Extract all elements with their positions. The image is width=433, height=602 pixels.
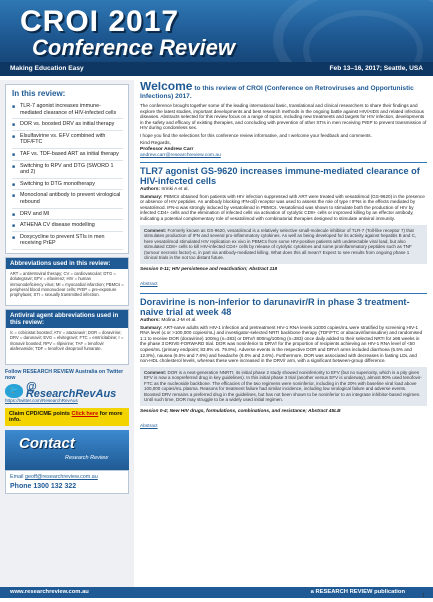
list-item[interactable]: ■ TAF vs. TDF-based ART as initial therapy xyxy=(12,149,123,161)
bullet-icon: ■ xyxy=(12,151,16,158)
intro-paragraph: The conference brought together some of the leading international basic, translational and clinical researchers to share their findings and explore the latest studies, important developments and best research methods in the ongoing battle against HIV/AIDS and related infectious diseases. Abstracts selected for this review focus on a range of topics, including new treatments and targets for HIV infection, developments in the safety and efficacy of existing therapies, and concluding with prevention of other STIs in men receiving PrEP to prevent transmission of HIV during condomless sex. xyxy=(140,103,427,131)
antiviral-abbreviations-heading: Antiviral agent abbreviations used in this review: xyxy=(6,310,128,328)
list-item[interactable]: ■ DOR vs. boosted DRV as initial therapy xyxy=(12,119,123,131)
article-1-authors xyxy=(140,187,427,192)
regards: Kind Regards, xyxy=(140,140,171,146)
list-item[interactable]: ■ Doxycycline to prevent STIs in men receiving PrEP xyxy=(12,232,123,250)
summary-label: Summary: xyxy=(140,193,163,199)
main-content xyxy=(140,82,427,587)
phone-number: Phone 1300 132 322 xyxy=(10,483,77,491)
article-1-comment xyxy=(140,225,427,264)
article-1-reference: Session 0-11; HIV persistence and reactivation; Abstract 118 xyxy=(140,266,278,272)
comment-label: Comment: xyxy=(144,369,167,375)
footer-bar xyxy=(0,587,433,598)
contact-title: Contact xyxy=(19,435,75,453)
twitter-follow xyxy=(5,369,129,404)
divider xyxy=(140,162,427,163)
publication-subtitle: Conference Review xyxy=(32,35,235,60)
summary-text: ART-naïve adults with HIV-1 infection and pretreatment HIV-1 RNA levels ≥1000 copies/mL were stratified by screening HIV-1 RNA level (≤ or >100,000 copies/mL) and investigator-selected NRTI backbone therapy (TDF/FTC or abacavir/lamivudine) and randomised 1:1 to receive DOR (doravirine) 100mg (n=383) or DRV/r 800mg/100mg (n=383) once daily added to their selected NRTI for ≥96 weeks in the phase 3 DRIVE-FORWARD trial. DOR was noninferior to DRV/r for the proportion of recipients achieving an HIV-1 RNA level of <50 copies/mL (primary endpoint; 83.8% vs. 79.9%). Adverse events in the respective DOR and DRV/r arms included diarrhoea (5.5% and 12.8%), nausea (6.5% and 7.6%) and headache (6.0% and 2.6%). Furthermore, DOR was associated with decreases in fasting LDL and non-HDL cholesterol levels, whereas these were increased in the DRV/r arm, with a significant between-group difference. xyxy=(140,324,423,364)
abbreviations-heading: Abbreviations used in this review: xyxy=(6,258,128,269)
abbreviations-text: ART = antiretroviral therapy; CV = cardiovascular; DTG = dolutegravir; EFV = efavirenz; HIV = human immunodeficiency virus; MI = myocardial infarction; PBMCs = peripheral blood mononuclear cells; PrEP = pre-exposure prophylaxis; STI = sexually transmitted infection. xyxy=(10,270,124,298)
review-topic-list xyxy=(6,101,128,253)
cpd-link[interactable]: Click here xyxy=(71,411,99,418)
comment-label: Comment: xyxy=(144,227,167,233)
twitter-link[interactable]: https://twitter.com/ResearchRevAus xyxy=(5,397,78,403)
tagline-bar xyxy=(0,62,433,76)
authors-label: Authors: xyxy=(140,317,160,323)
summary-text: PBMCs obtained from patients with HIV infection suppressed with ART were treated with vesatolimod (GS-9620) in the presence or absence of HIV peptides. An antibody blocking IFN-α/β receptor was used to assess the role of type I IFNs in the effects mediated by vesatolimod. IFN-α was strongly induced by vesatolimod in PBMCs. Vesatolimod was shown to stimulate both the production of HIV by infected CD4+ cells and the elimination of infected cells via activation of cytolytic CD8+ cells or improved killing by an effector antibody, indicating a potential complementary role of vesatolimod with combinatorial therapies designed to stimulate antiviral immunity. xyxy=(140,193,425,221)
footer-website[interactable]: www.researchreview.com.au xyxy=(10,589,89,595)
welcome-heading xyxy=(140,82,427,101)
signer-name: Professor Andrew Carr xyxy=(140,146,194,152)
publication-title: CROI 2017 xyxy=(20,5,180,38)
masthead xyxy=(0,0,433,62)
article-2-reference: Session 0-4; New HIV drugs, formulations, combinations, and resistance; Abstract 45LB xyxy=(140,408,341,414)
signature xyxy=(140,141,427,159)
twitter-bird-icon: 🐦 xyxy=(5,384,23,398)
article-1-title: TLR7 agonist GS-9620 increases immune-mediated clearance of HIV-infected cells xyxy=(140,165,420,186)
email-link[interactable]: geoff@researchreview.com.au xyxy=(24,474,98,481)
bullet-icon: ■ xyxy=(12,223,16,230)
antiviral-abbreviations-box xyxy=(5,309,129,365)
bullet-icon: ■ xyxy=(12,234,16,241)
intro-paragraph-2: I hope you find the selections for this conference review informative, and I welcome your feedback and comments. xyxy=(140,132,372,138)
bullet-icon: ■ xyxy=(12,104,16,110)
cpd-banner xyxy=(5,408,129,426)
signer-email-link[interactable]: andrew.carr@researchreview.com.au xyxy=(140,152,221,158)
bullet-icon: ■ xyxy=(12,211,16,218)
list-item[interactable]: ■ Switching to RPV and DTG (SWORD 1 and 2) xyxy=(12,161,123,179)
bullet-icon: ■ xyxy=(12,193,16,200)
list-item[interactable]: ■ ATHENA CV disease modelling xyxy=(12,220,123,232)
bullet-icon: ■ xyxy=(12,122,16,129)
bullet-icon: ■ xyxy=(12,181,16,188)
bullet-icon: ■ xyxy=(12,163,16,170)
article-2-authors xyxy=(140,318,427,323)
article-1-abstract-link[interactable]: Abstract xyxy=(140,281,158,287)
authors-label: Authors: xyxy=(140,186,160,192)
footer-publisher: a RESEARCH REVIEW publication xyxy=(310,589,405,595)
email-row xyxy=(10,474,124,480)
contact-banner xyxy=(5,430,129,470)
summary-label: Summary: xyxy=(140,324,163,330)
cpd-tail: for more info. xyxy=(9,411,123,424)
welcome-word: Welcome xyxy=(140,82,193,93)
in-this-review-heading: In this review: xyxy=(12,89,66,98)
comment-text: Formerly known as GS-9620, vesatolimod is a relatively selective small-molecule inhibitor of TLR-7 (Toll-like receptor 7) that stimulates production of IFN and several pro-inflammatory cytokines. As well as being developed for its activity against hepatitis B and C, here vesatolimod stimulated HIV replication ex vivo in PBMCs from some HIV-positive patients with undetectable viral load, but also stimulated CD8+ cells to kill HIV-infected CD4+ cells by release of cytolytic cytokines and some proinflammatory peptides such as TNF (tumour necrosis factor)-α, in part via antibody-mediated killing. What does this all mean? Expect to see results from ongoing phase 1 clinical trials in the not too distant future. xyxy=(144,227,417,261)
list-item[interactable]: ■ Switching to DTG monotherapy xyxy=(12,179,123,191)
list-item[interactable]: ■ DRV and MI xyxy=(12,209,123,221)
abbreviations-box xyxy=(5,257,129,306)
contact-info xyxy=(5,470,129,494)
in-this-review-box xyxy=(5,84,129,254)
article-2-title: Doravirine is non-inferior to darunavir/R in phase 3 treatment-naive trial at week 48 xyxy=(140,296,410,317)
email-label: Email xyxy=(10,474,24,481)
welcome-rest: to this review of CROI (Conference on Retroviruses and Opportunistic Infections) 2017. xyxy=(140,85,414,100)
cpd-text: Claim CPD/CME points xyxy=(9,411,70,418)
authors-text: Irrinki A et al. xyxy=(161,186,189,192)
twitter-handle: @ ResearchRevAus xyxy=(25,381,117,400)
list-item[interactable]: ■ TLR-7 agonist increases immune-mediated clearance of HIV-infected cells xyxy=(12,101,123,119)
tagline: Making Education Easy xyxy=(10,65,84,72)
divider xyxy=(140,293,427,294)
list-item[interactable]: ■ Elsulfavirine vs. EFV combined with TDF/FTC xyxy=(12,131,123,149)
article-2-abstract-link[interactable]: Abstract xyxy=(140,423,158,429)
comment-text: DOR is a next-generation NNRTI; its initial phase 2 study showed noninferiority to EFV (but no superiority, which is a pity given EFV is now a nonpreferred drug in key guidelines). In this initial phase 3 trial (another versus EFV is underway), almost 90% used tenofovir-FTC as the nucleoside backbone. The efficacies of the two regimens were noninferior, including in the 20% with baseline viral load above 100,000 copies/mL plasma. Reasons for treatment failure had similar incidence, including low virological failure and adverse events. Boosted DRV remains a preferred drug in the guidelines, but has not been shown to be noninferior to an integrase inhibitor-based regimen. Until such time, DOR may struggle to be a widely used initial regimen. xyxy=(144,369,422,403)
conference-dates: Feb 13–16, 2017; Seattle, USA xyxy=(329,65,423,72)
sidebar xyxy=(0,80,134,587)
bullet-icon: ■ xyxy=(12,133,16,140)
list-item[interactable]: ■ Monoclonal antibody to prevent virological rebound xyxy=(12,190,123,208)
antiviral-abbreviations-text: /c = cobicistat boosted; ATV = atazanavir; DOR = doravirine; DRV = darunavir; EVG = elvitegravir; FTC = emtricitabine; r = ritonavir boosted; RPV = rilpivirine; TAF = tenofovir alafenamide; TDF = tenofovir disoproxil fumarate. xyxy=(10,329,124,351)
article-2-comment xyxy=(140,367,427,406)
article-2-summary xyxy=(140,325,427,364)
page-number: 1 xyxy=(422,593,425,599)
follow-text: Follow RESEARCH REVIEW Australia on Twitter now xyxy=(5,368,124,382)
contact-subtitle: Research Review xyxy=(65,455,109,462)
authors-text: Molina J-M et al. xyxy=(161,317,197,323)
article-1-summary xyxy=(140,194,427,222)
